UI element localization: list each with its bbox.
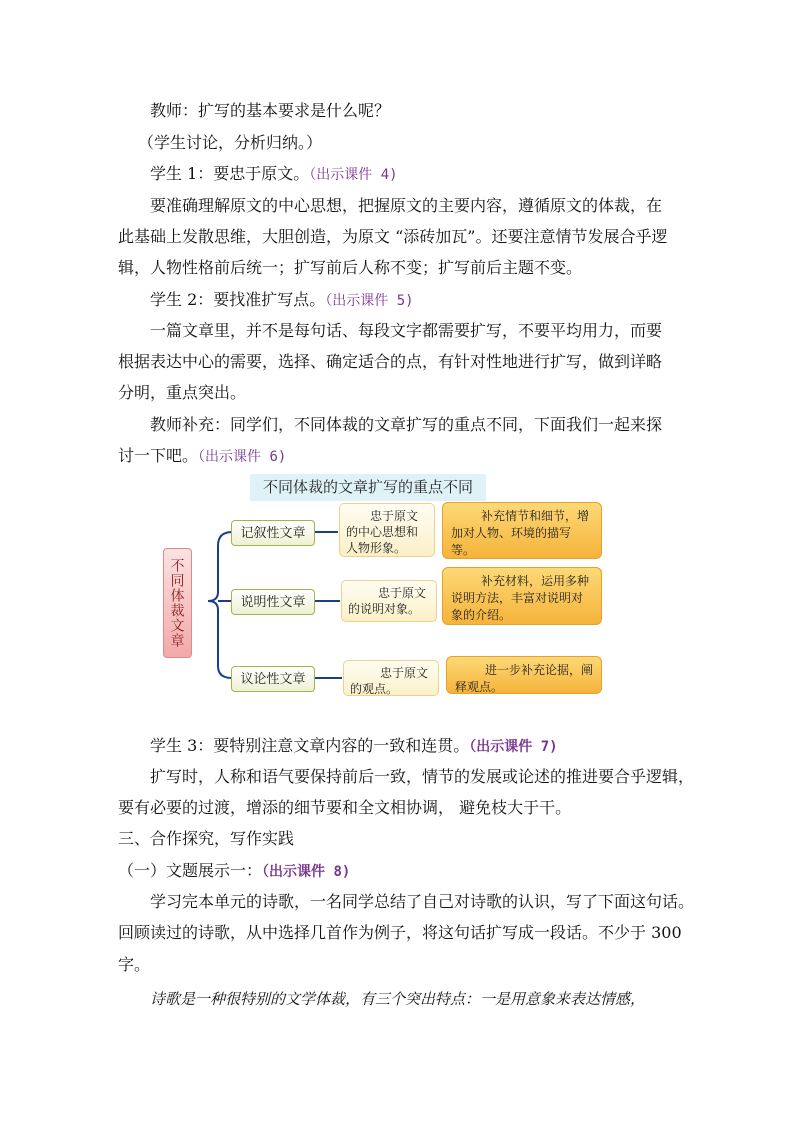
courseware-reference: （出示课件 5) <box>325 293 414 309</box>
paragraph-line: 字。 <box>118 955 151 974</box>
brace-connector <box>208 532 232 678</box>
paragraph-line: 回顾读过的诗歌，从中选择几首作为例子，将这句话扩写成一段话。不少于 300 <box>118 923 682 942</box>
focus-node-narrative: 补充情节和细节，增加对人物、环境的描写等。 <box>442 502 602 559</box>
paragraph-line: 辑，人物性格前后统一；扩写前后人称不变；扩写前后主题不变。 <box>118 258 583 277</box>
paragraph-line: 教师补充：同学们，不同体裁的文章扩写的重点不同，下面我们一起来探 <box>150 415 663 434</box>
courseware-reference: （出示课件 8) <box>262 864 351 880</box>
paragraph-line: 一篇文章里，并不是每句话、每段文字都需要扩写，不要平均用力，而要 <box>150 321 663 340</box>
faithful-node-argumentative: 忠于原文的观点。 <box>343 660 439 696</box>
paragraph-line: 要准确理解原文的中心思想，把握原文的主要内容，遵循原文的体裁，在 <box>150 196 663 215</box>
paragraph-line: 根据表达中心的需要，选择、确定适合的点，有针对性地进行扩写，做到详略 <box>118 352 663 371</box>
paragraph-line: 学生 1：要忠于原文。（出示课件 4) <box>150 164 398 183</box>
diagram-title: 不同体裁的文章扩写的重点不同 <box>250 474 486 501</box>
paragraph-line: 分明，重点突出。 <box>118 383 247 402</box>
paragraph-line: 学习完本单元的诗歌，一名同学总结了自己对诗歌的认识，写了下面这句话。 <box>150 892 695 911</box>
courseware-reference: （出示课件 7) <box>469 739 558 755</box>
paragraph-line: 此基础上发散思维，大胆创造，为原文 “添砖加瓦”。还要注意情节发展合乎逻 <box>118 227 668 246</box>
faithful-node-narrative: 忠于原文的中心思想和人物形象。 <box>339 503 435 557</box>
paragraph-line: 学生 2：要找准扩写点。（出示课件 5) <box>150 290 414 309</box>
category-node-expository: 说明性文章 <box>231 589 315 615</box>
paragraph-line: 讨一下吧。（出示课件 6) <box>118 446 287 465</box>
diagram-root-node: 不同体裁文章 <box>163 548 192 658</box>
quoted-sentence: 诗歌是一种很特别的文学体裁，有三个突出特点：一是用意象来表达情感， <box>150 990 646 1008</box>
paragraph-line: 要有必要的过渡，增添的细节要和全文相协调， 避免枝大于干。 <box>118 798 572 817</box>
paragraph-line: 学生 3：要特别注意文章内容的一致和连贯。（出示课件 7) <box>150 736 558 755</box>
paragraph-line: （学生讨论，分析归纳。） <box>138 133 323 152</box>
section-heading: 三、合作探究，写作实践 <box>118 829 295 848</box>
category-node-narrative: 记叙性文章 <box>231 520 315 546</box>
focus-node-expository: 补充材料，运用多种说明方法，丰富对说明对象的介绍。 <box>442 567 602 625</box>
paragraph-line: 教师：扩写的基本要求是什么呢？ <box>150 101 391 120</box>
category-node-argumentative: 议论性文章 <box>231 666 315 692</box>
paragraph-line: （一）文题展示一：（出示课件 8) <box>118 861 351 880</box>
paragraph-line: 扩写时，人称和语气要保持前后一致，情节的发展或论述的推进要合乎逻辑， <box>150 767 695 786</box>
courseware-reference: （出示课件 6) <box>198 449 287 465</box>
courseware-reference: （出示课件 4) <box>309 167 398 183</box>
faithful-node-expository: 忠于原文的说明对象。 <box>341 580 437 622</box>
focus-node-argumentative: 进一步补充论据，阐释观点。 <box>446 656 602 694</box>
